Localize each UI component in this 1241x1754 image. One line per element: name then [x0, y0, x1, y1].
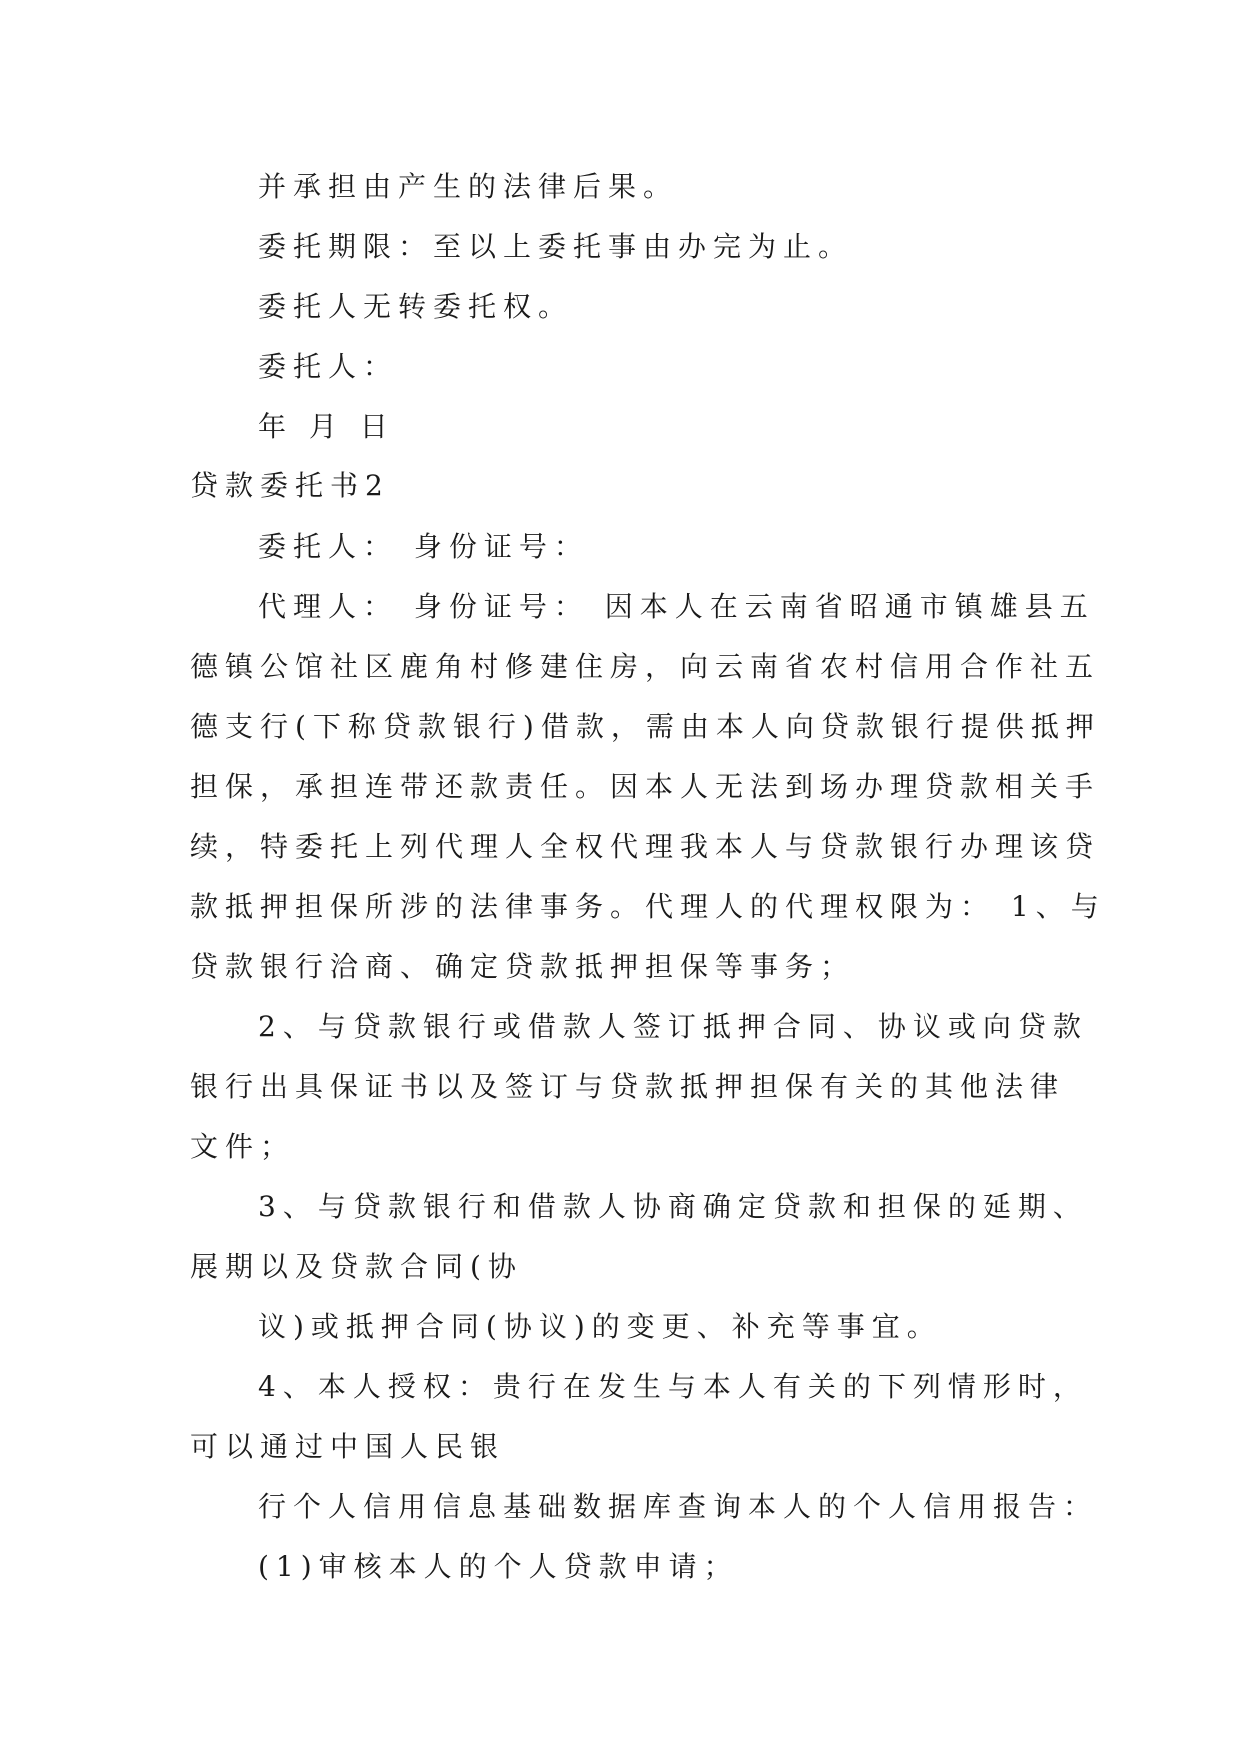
- text-line: 委托期限：至以上委托事由办完为止。: [258, 230, 854, 263]
- text-line: 行个人信用信息基础数据库查询本人的个人信用报告：: [258, 1490, 1099, 1523]
- text-line: 德支行(下称贷款银行)借款，需由本人向贷款银行提供抵押: [190, 710, 1101, 743]
- date-line: 年 月 日: [258, 410, 395, 443]
- text-line: 2、与贷款银行或借款人签订抵押合同、协议或向贷款: [258, 1010, 1088, 1043]
- text-line: 续，特委托上列代理人全权代理我本人与贷款银行办理该贷: [190, 830, 1101, 863]
- text-line: 3、与贷款银行和借款人协商确定贷款和担保的延期、: [258, 1190, 1088, 1223]
- text-line: 银行出具保证书以及签订与贷款抵押担保有关的其他法律: [190, 1070, 1066, 1103]
- text-line: 委托人：: [258, 350, 399, 383]
- text-line: 贷款银行洽商、确定贷款抵押担保等事务；: [190, 950, 856, 983]
- section-title: 贷款委托书2: [190, 469, 390, 502]
- text-line: 展期以及贷款合同(协: [190, 1250, 523, 1283]
- text-line: (1)审核本人的个人贷款申请；: [258, 1550, 739, 1583]
- text-line: 德镇公馆社区鹿角村修建住房，向云南省农村信用合作社五: [190, 650, 1101, 683]
- text-line: 款抵押担保所涉的法律事务。代理人的代理权限为： 1、与: [190, 890, 1106, 923]
- text-line: 委托人： 身份证号：: [258, 530, 589, 563]
- text-line: 文件；: [190, 1130, 296, 1163]
- text-line: 可以通过中国人民银: [190, 1430, 506, 1463]
- text-line: 委托人无转委托权。: [258, 290, 574, 323]
- text-line: 4、本人授权：贵行在发生与本人有关的下列情形时，: [258, 1370, 1088, 1403]
- text-line: 并承担由产生的法律后果。: [258, 170, 679, 203]
- text-line: 担保，承担连带还款责任。因本人无法到场办理贷款相关手: [190, 770, 1101, 803]
- text-line: 议)或抵押合同(协议)的变更、补充等事宜。: [258, 1310, 942, 1343]
- text-line: 代理人： 身份证号： 因本人在云南省昭通市镇雄县五: [258, 590, 1095, 623]
